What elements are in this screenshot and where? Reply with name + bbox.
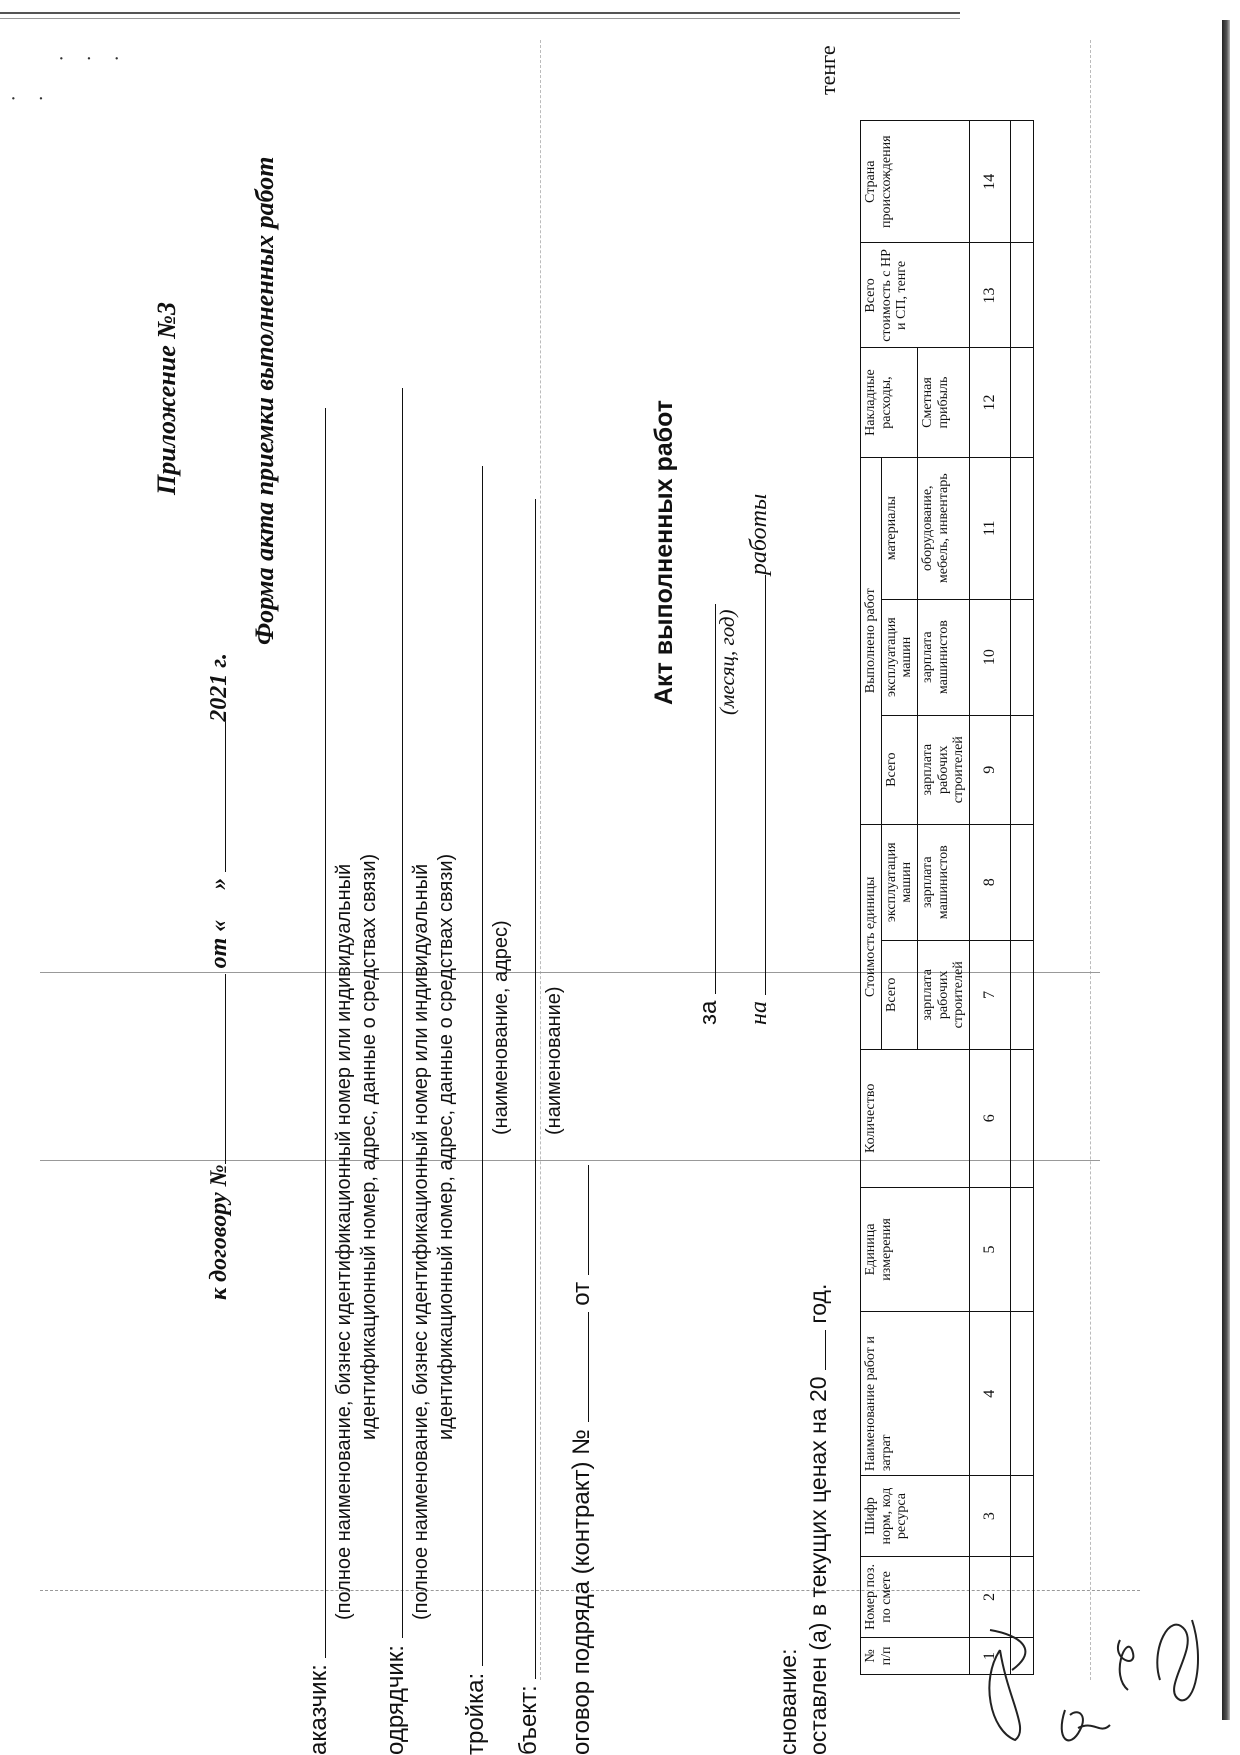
header-norm-code: Шифр норм, код ресурса — [861, 1476, 970, 1557]
construction-label: тройка: — [462, 1672, 489, 1755]
header-done-materials: материалы — [881, 457, 917, 599]
header-total-cost: Всего стоимость с НР и СП, тенге — [861, 243, 970, 348]
table-row[interactable] — [1011, 121, 1034, 1675]
column-number: 10 — [970, 599, 1011, 715]
works-table — [860, 120, 1034, 1675]
contract-quote-close: » — [206, 877, 232, 890]
act-works-label: работы — [746, 493, 772, 576]
customer-input-line[interactable] — [305, 408, 326, 1658]
header-equipment: оборудование, мебель, инвентарь — [918, 457, 970, 599]
header-done-machines: эксплуатация машин — [881, 599, 917, 715]
contractor-hint-2: идентификационный номер, адрес, данные о средствах связи) — [435, 853, 457, 1440]
column-number: 14 — [970, 121, 1011, 243]
act-title: Акт выполненных работ — [650, 399, 678, 705]
contract-number-line[interactable] — [568, 1312, 589, 1422]
header-overhead: Накладные расходы, — [861, 348, 918, 457]
header-unit: Единица измерения — [861, 1187, 970, 1312]
prices-field — [805, 1284, 832, 1755]
column-number: 11 — [970, 457, 1011, 599]
act-period-input[interactable] — [695, 604, 716, 994]
customer-label: аказчик: — [305, 1664, 332, 1755]
appendix-number: Приложение №3 — [152, 301, 181, 495]
header-quantity: Количество — [861, 1049, 970, 1187]
prices-text: оставлен (а) в текущих ценах на 20 — [805, 1376, 831, 1755]
prices-year-input[interactable] — [805, 1330, 826, 1370]
construction-input-line[interactable] — [462, 466, 483, 1666]
contract-field-from: от — [568, 1281, 595, 1306]
header-unit-machines: эксплуатация машин — [881, 824, 917, 940]
construction-field — [462, 466, 490, 1755]
basis-field — [775, 1649, 802, 1755]
contract-year: 2021 г. — [206, 653, 232, 722]
contractor-input-line[interactable] — [382, 388, 403, 1638]
object-input-line[interactable] — [515, 499, 536, 1679]
column-number: 9 — [970, 715, 1011, 824]
prices-year-label: год. — [805, 1283, 831, 1324]
contract-prefix: к договору № — [206, 1164, 232, 1300]
contract-number-blank[interactable] — [205, 974, 226, 1164]
scan-speckles: · · — [10, 88, 53, 110]
handwritten-signature — [960, 1590, 1220, 1750]
header-done-total: Всего — [881, 715, 917, 824]
act-works-input[interactable] — [745, 575, 766, 995]
column-number: 7 — [970, 940, 1011, 1049]
column-number: 4 — [970, 1312, 1011, 1476]
contract-field — [568, 1165, 596, 1755]
object-label: бъект: — [515, 1685, 542, 1755]
table-column-numbers-row — [970, 121, 1011, 1675]
act-period-hint: (месяц, год) — [715, 609, 739, 715]
table-header-row-1 — [861, 121, 882, 1675]
column-number: 2 — [970, 1557, 1011, 1638]
header-num: № п/п — [861, 1637, 970, 1674]
contract-date-line[interactable] — [568, 1165, 589, 1275]
scan-speckles: · · · — [58, 48, 128, 70]
contractor-label: одрядчик: — [382, 1645, 409, 1755]
contractor-hint-1: (полное наименование, бизнес идентификационный номер или индивидуальный — [410, 863, 432, 1620]
header-country: Страна происхождения — [861, 121, 970, 243]
column-number: 13 — [970, 243, 1011, 348]
header-work-name: Наименование работ и затрат — [861, 1312, 970, 1476]
construction-hint: (наименование, адрес) — [490, 920, 512, 1135]
header-unit-workers-wage: зарплата рабочих строителей — [918, 940, 970, 1049]
customer-hint-1: (полное наименование, бизнес идентификационный номер или индивидуальный — [333, 863, 355, 1620]
act-on-label: на — [746, 1001, 772, 1025]
basis-label: снование: — [775, 1648, 801, 1755]
column-number: 6 — [970, 1049, 1011, 1187]
object-hint: (наименование) — [543, 986, 565, 1135]
header-estimate-position: Номер поз. по смете — [861, 1557, 970, 1638]
column-number: 8 — [970, 824, 1011, 940]
contract-label: оговор подряда (контракт) № — [568, 1429, 595, 1755]
contract-from: от « — [206, 919, 232, 969]
column-number: 12 — [970, 348, 1011, 457]
act-works-line — [745, 494, 773, 1025]
header-done-machinists-wage: зарплата машинистов — [918, 599, 970, 715]
header-unit-machinists-wage: зарплата машинистов — [918, 824, 970, 940]
column-number: 3 — [970, 1476, 1011, 1557]
customer-field — [305, 408, 333, 1755]
currency-label: тенге — [815, 45, 840, 95]
contractor-field — [382, 388, 410, 1755]
customer-hint-2: идентификационный номер, адрес, данные о средствах связи) — [358, 853, 380, 1440]
act-for-label: за — [695, 1000, 722, 1025]
column-number: 1 — [970, 1637, 1011, 1674]
header-work-done: Выполнено работ — [861, 457, 882, 824]
column-number: 5 — [970, 1187, 1011, 1312]
header-unit-total: Всего — [881, 940, 917, 1049]
header-done-workers-wage: зарплата рабочих строителей — [918, 715, 970, 824]
header-unit-cost: Стоимость единицы — [861, 824, 882, 1049]
form-title: Форма акта приемки выполненных работ — [250, 156, 279, 645]
header-profit: Сметная прибыль — [918, 348, 970, 457]
contract-reference-line — [205, 653, 233, 1300]
contract-date-blank[interactable] — [205, 722, 226, 872]
object-field — [515, 499, 543, 1755]
